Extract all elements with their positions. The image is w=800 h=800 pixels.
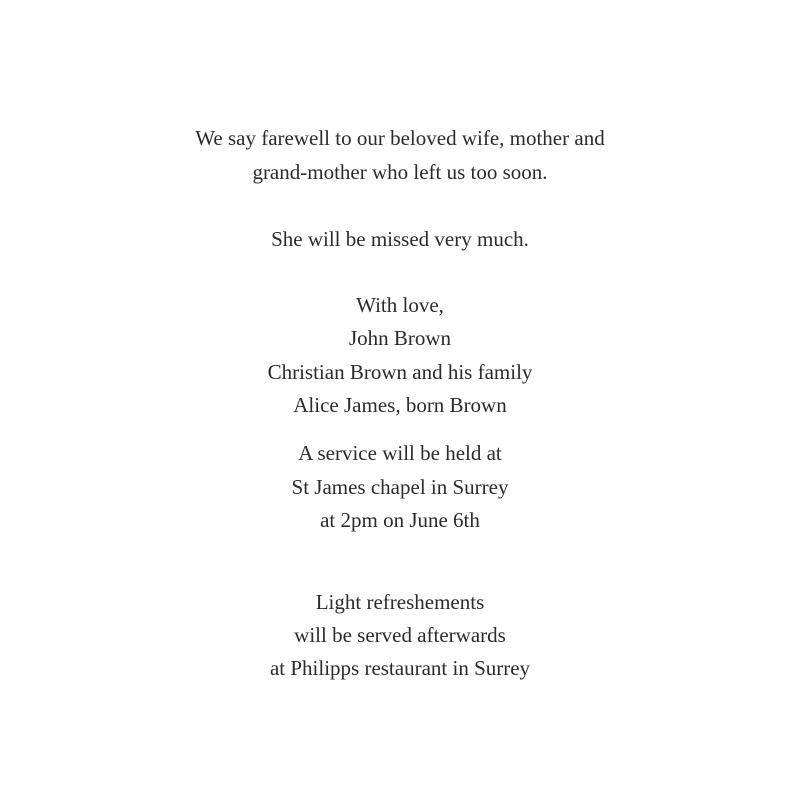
refreshments-line: Light refreshements (315, 590, 485, 614)
service-line: at 2pm on June 6th (320, 508, 480, 532)
signoff-greeting: With love, (356, 293, 444, 317)
refreshments-line: will be served afterwards (294, 623, 506, 647)
signoff-name: Alice James, born Brown (293, 393, 507, 417)
farewell-line: We say farewell to our beloved wife, mother and (195, 126, 605, 150)
signoff-name: John Brown (348, 326, 452, 350)
farewell-line: grand-mother who left us too soon. (252, 160, 548, 184)
missed-line: She will be missed very much. (271, 227, 529, 251)
refreshments-line: at Philipps restaurant in Surrey (269, 656, 531, 680)
service-line: A service will be held at (298, 441, 502, 465)
signoff-name: Christian Brown and his family (267, 360, 533, 384)
service-line: St James chapel in Surrey (291, 475, 509, 499)
